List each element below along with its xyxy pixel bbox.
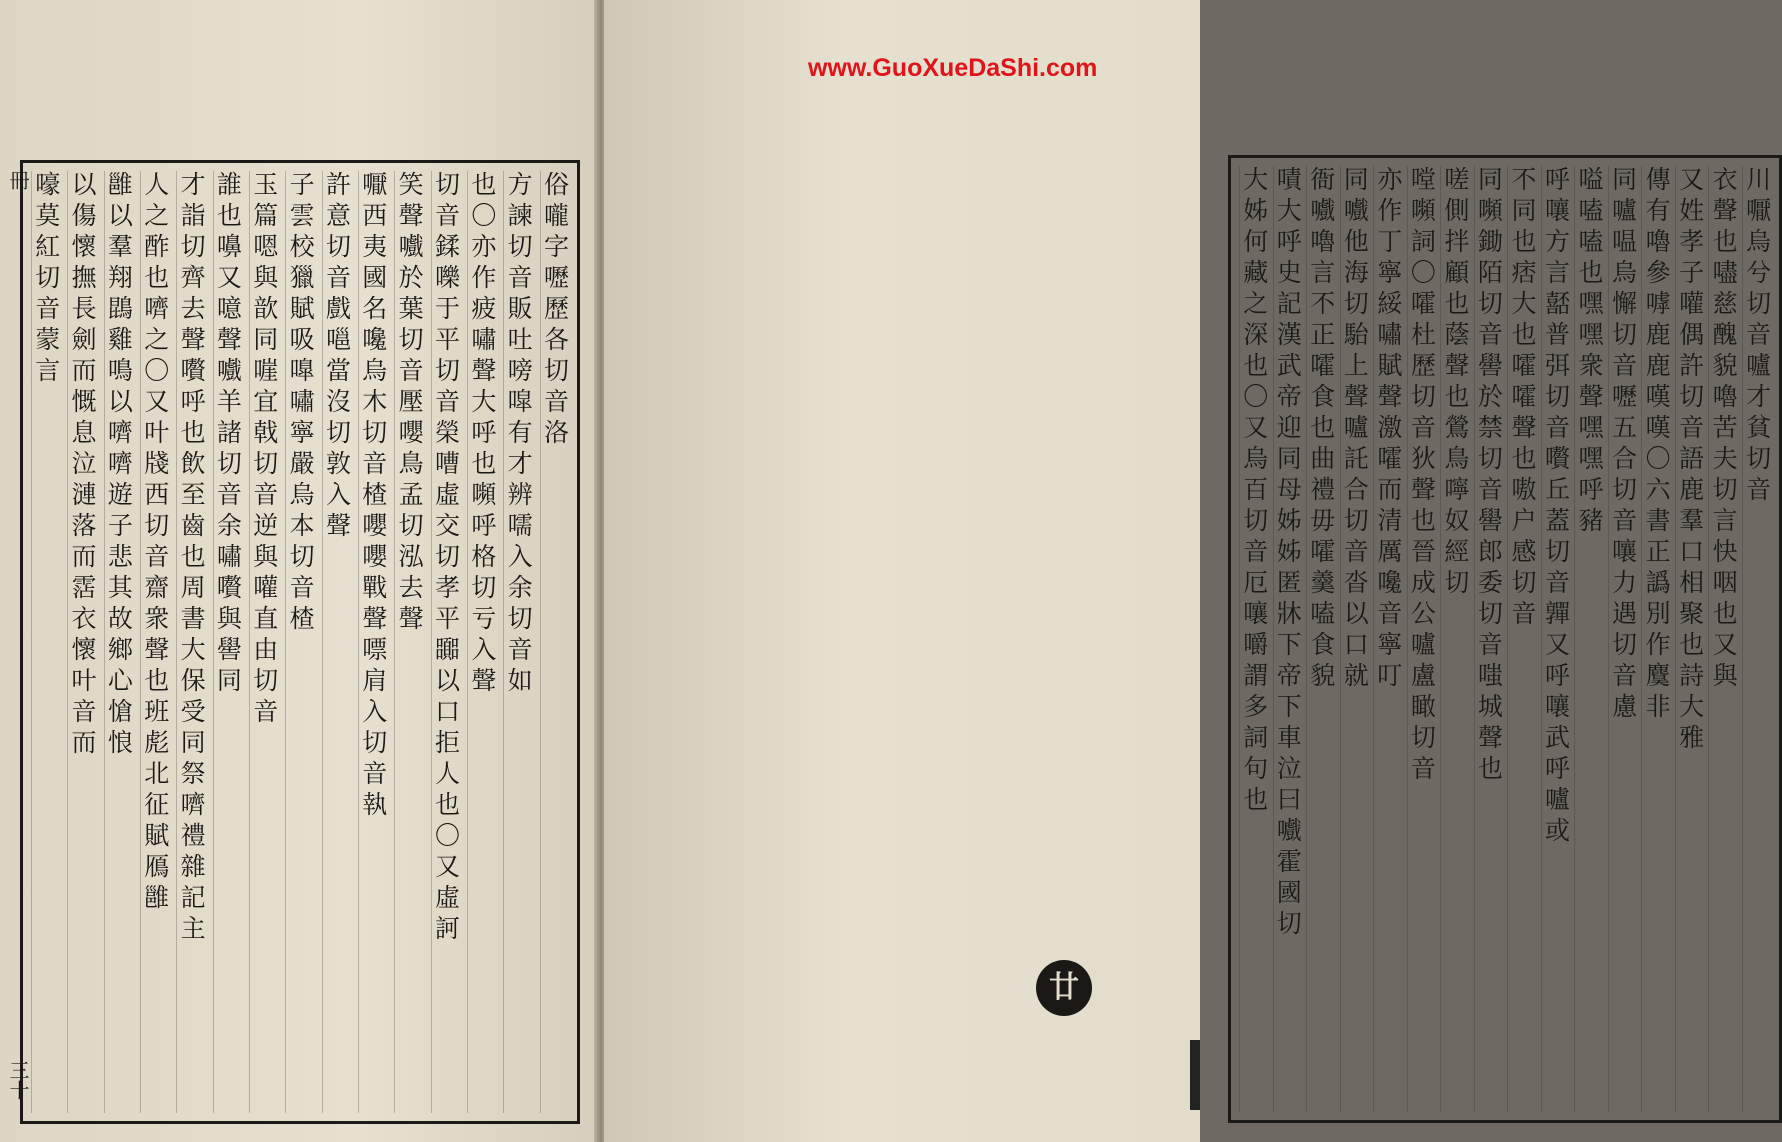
left-column: 也〇亦作疲嘯聲大呼也嚬呼格切亏入聲 [467, 171, 496, 1113]
section-seal: 廿 [1036, 960, 1092, 1016]
left-column: 人之酢也嚌之〇又叶牋西切音齋衆聲也班彪北征賦鴈雝 [140, 171, 169, 1113]
right-column: 呼嚷方言嚭普弭切音嚽丘蓋切音嚲又呼嚷武呼嚧或 [1541, 166, 1570, 1112]
right-page [604, 0, 1772, 1142]
watermark-text: www.GuoXueDaShi.com [808, 54, 1098, 82]
left-page [0, 0, 600, 1142]
left-column: 方諫切音販吐嗙噑有才辨嚅入余切音如 [503, 171, 532, 1113]
page-number: 三十 [6, 1060, 30, 1100]
right-column: 嘡嚬詞〇嚯杜歷切音狄聲也晉成公嚧盧瞰切音 [1407, 166, 1436, 1112]
margin-label: 冊 [6, 170, 30, 190]
right-column: 嘖大呼史記漢武帝迎同母姊姊匿牀下帝下車泣曰嚱霍國切 [1273, 166, 1302, 1112]
left-columns [31, 171, 569, 1113]
right-column: 大姊何藏之深也〇又烏百切音厄嚷嚼謂多詞句也 [1239, 166, 1268, 1112]
right-columns [1239, 166, 1771, 1112]
left-column: 切音鍒嚛于平切音榮嘈虛交切孝平嚻以口拒人也〇又虛訶 [431, 171, 460, 1113]
left-column: 才詣切齊去聲嚽呼也飲至齒也周書大保受同祭嚌禮雜記主 [176, 171, 205, 1113]
right-column: 傳有嚕參嘑鹿鹿嘆嘆〇六書正譌別作麌非 [1641, 166, 1670, 1112]
right-column: 嗌嗑嗑也嘿嘿衆聲嘿嘿呼豬 [1574, 166, 1603, 1112]
right-column: 又姓孝子嚾偶許切音語鹿羣口相聚也詩大雅 [1675, 166, 1704, 1112]
left-column: 以傷懷撫長劍而慨息泣漣落而霑衣懷叶音而 [67, 171, 96, 1113]
right-column: 衙嚱嚕言不正嚯食也曲禮毋嚯羹嗑食貌 [1306, 166, 1335, 1112]
right-column: 川嚈烏兮切音嚧才貧切音 [1742, 166, 1771, 1112]
left-column: 子雲校獵賦吸嘷嘯寧嚴烏本切音楂 [285, 171, 314, 1113]
left-column: 玉篇嗯與歆同嘊宜戟切音逆與嚾直由切音 [249, 171, 278, 1113]
right-column: 不同也痞大也嚯嚯聲也嗷户感切音 [1507, 166, 1536, 1112]
left-text-frame [20, 160, 580, 1124]
right-column: 同嚱他海切駘上聲嚧託合切音沓以口就 [1340, 166, 1369, 1112]
left-column: 雝以羣翔鵾雞鳴以嚌嚌遊子悲其故鄉心愴悢 [104, 171, 133, 1113]
left-column: 嚎莫紅切音蒙言 [31, 171, 60, 1113]
right-text-frame [1228, 155, 1782, 1123]
left-column: 嚈西夷國名嚵烏木切音楂嚶嚶戰聲嘌肩入切音執 [358, 171, 387, 1113]
left-column: 笑聲嚱於葉切音壓嚶鳥孟切泓去聲 [394, 171, 423, 1113]
left-column: 誰也嚊又噫聲嚱羊諸切音余嘯嚽與嚳同 [213, 171, 242, 1113]
right-column: 同嚧嗢烏懈切音嚦五合切音嚷力遇切音慮 [1608, 166, 1637, 1112]
right-column: 亦作丁寧綏嘯賦聲激嚯而清厲嚵音寧叮 [1373, 166, 1402, 1112]
edge-strip [1190, 1040, 1200, 1110]
left-column: 俗嚨字嚦歷各切音洛 [540, 171, 569, 1113]
left-column: 許意切音戲嗈當沒切敦入聲 [322, 171, 351, 1113]
right-column: 嗟側拌顧也蔭聲也鶯鳥嚀奴經切 [1440, 166, 1469, 1112]
right-column: 同嚬鋤陌切音嚳於禁切音嚳郎委切音嗤城聲也 [1474, 166, 1503, 1112]
right-column: 衣聲也嚍慈醜貌嚕苦夫切言快咽也又與 [1708, 166, 1737, 1112]
